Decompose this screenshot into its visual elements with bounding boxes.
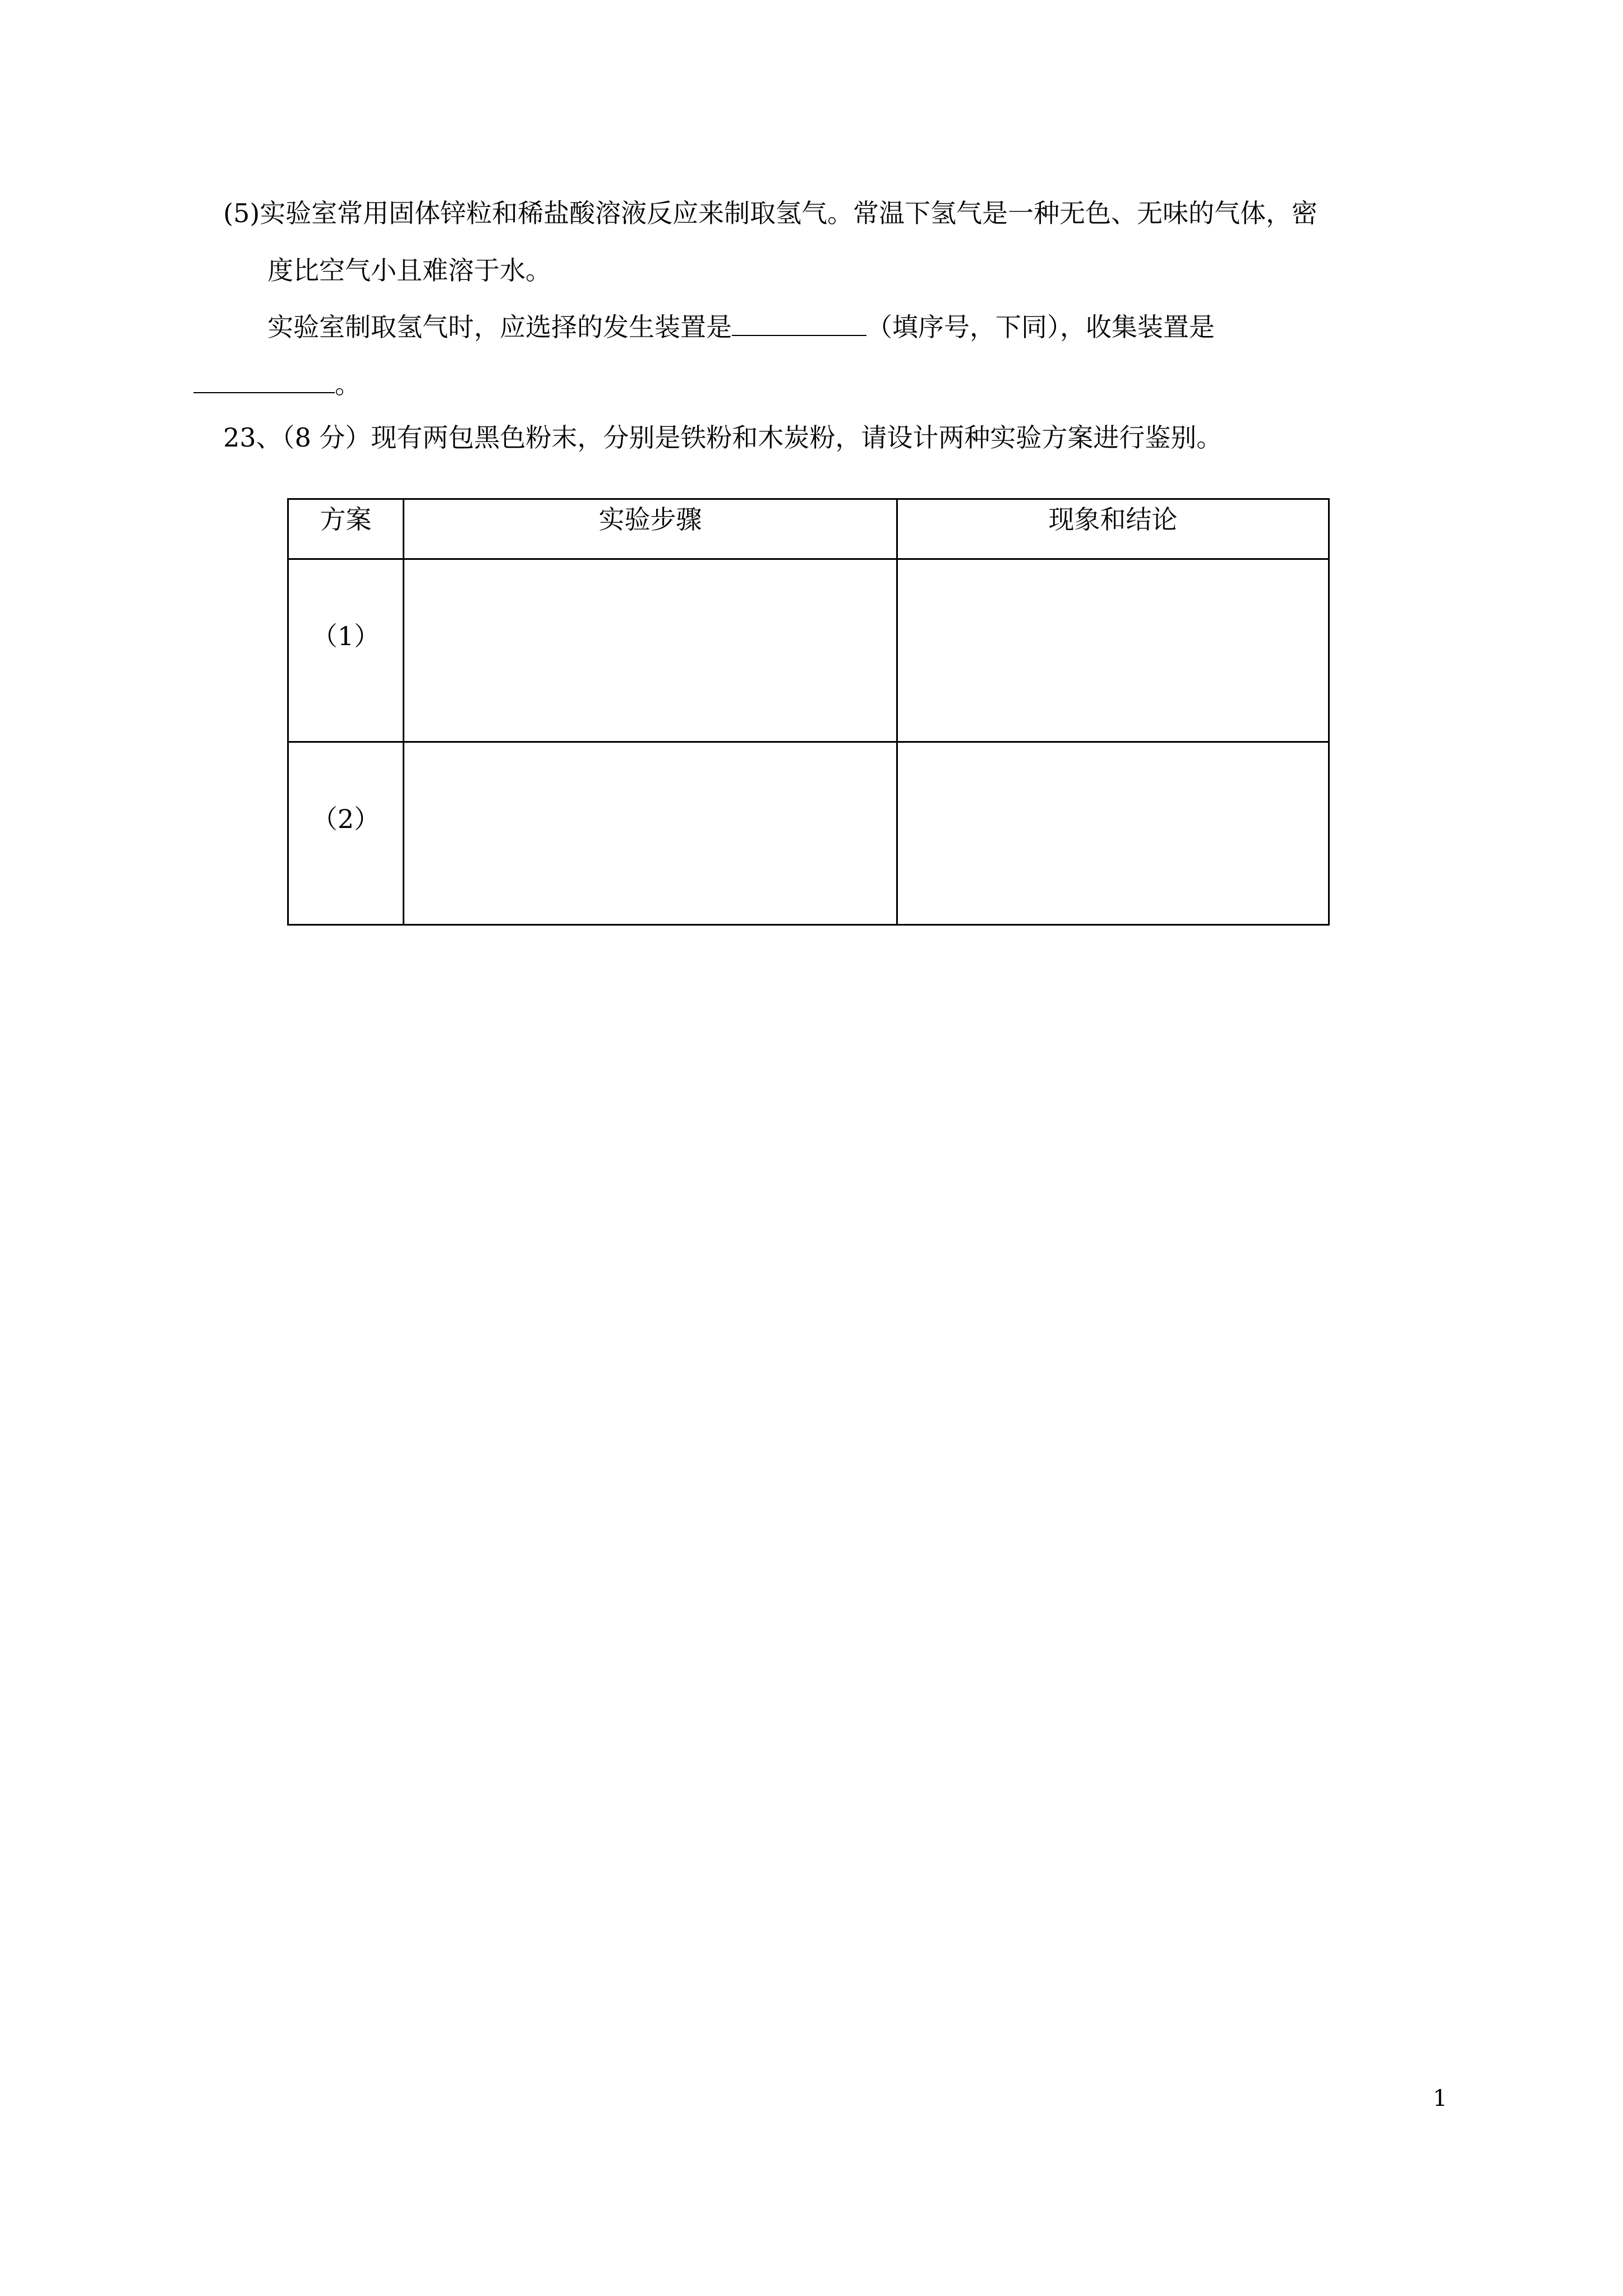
table-row [288,742,1329,925]
question-5-line-3 [268,310,1215,344]
collector-answer-blank[interactable] [193,370,335,393]
scheme-label: （1） [311,621,380,651]
question-23-text: 23、（8 分）现有两包黑色粉末，分别是铁粉和木炭粉，请设计两种实验方案进行鉴别。 [223,422,1223,453]
result-answer-cell[interactable] [897,559,1329,742]
header-steps: 实验步骤 [404,499,897,559]
table-row [288,559,1329,742]
scheme-label: （2） [311,804,380,834]
header-scheme: 方案 [288,499,404,559]
question-5-line-1: (5)实验室常用固体锌粒和稀盐酸溶液反应来制取氢气。常温下氢气是一种无色、无味的气体，密 [223,198,1318,228]
steps-answer-cell[interactable] [404,742,897,925]
scheme-cell [288,742,404,925]
experiment-plan-table [287,498,1330,926]
scheme-cell [288,559,404,742]
result-answer-cell[interactable] [897,742,1329,925]
question-5-line-4 [193,367,361,401]
question-5-line-3-prefix: 实验室制取氢气时，应选择的发生装置是 [268,312,732,342]
question-5-line-3-middle: （填序号，下同），收集装置是 [866,312,1215,342]
generator-answer-blank[interactable] [732,312,866,336]
header-result: 现象和结论 [897,499,1329,559]
question-5-line-2: 度比空气小且难溶于水。 [268,255,551,286]
table-header-row [288,499,1329,559]
page-number: 1 [1433,2086,1447,2111]
steps-answer-cell[interactable] [404,559,897,742]
question-5-line-4-suffix: 。 [335,369,361,399]
